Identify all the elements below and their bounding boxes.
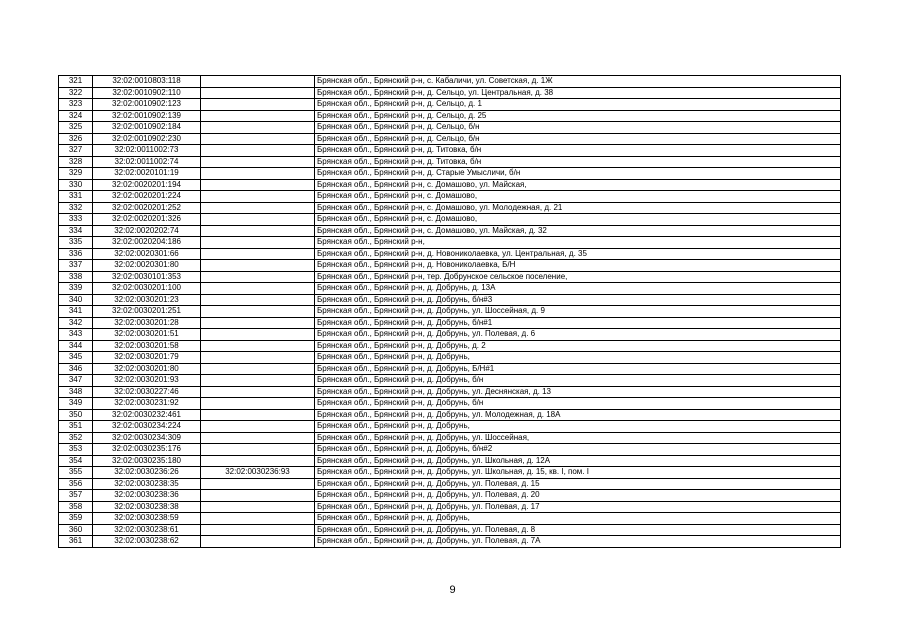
table-row xyxy=(59,317,841,329)
address-cell: Брянская обл., Брянский р-н, д. Добрунь, Б/Н#1 xyxy=(315,363,841,375)
row-number-cell: 325 xyxy=(59,122,93,134)
address-cell: Брянская обл., Брянский р-н, с. Домашово, ул. Майская, xyxy=(315,179,841,191)
cadastral-number-cell: 32:02:0010803:118 xyxy=(93,76,201,88)
row-number-cell: 361 xyxy=(59,536,93,548)
related-cadastral-number-cell xyxy=(201,524,315,536)
page-number: 9 xyxy=(449,584,456,596)
cadastral-number-cell: 32:02:0030201:80 xyxy=(93,363,201,375)
cadastral-number-cell: 32:02:0030201:251 xyxy=(93,306,201,318)
related-cadastral-number-cell xyxy=(201,501,315,513)
address-cell: Брянская обл., Брянский р-н, с. Домашово, ул. Молодежная, д. 21 xyxy=(315,202,841,214)
cadastral-number-cell: 32:02:0030201:100 xyxy=(93,283,201,295)
row-number-cell: 355 xyxy=(59,467,93,479)
cadastral-number-cell: 32:02:0030234:224 xyxy=(93,421,201,433)
address-cell: Брянская обл., Брянский р-н, xyxy=(315,237,841,249)
table-row xyxy=(59,455,841,467)
address-cell: Брянская обл., Брянский р-н, д. Добрунь, б/н xyxy=(315,398,841,410)
cadastral-number-cell: 32:02:0010902:123 xyxy=(93,99,201,111)
address-cell: Брянская обл., Брянский р-н, д. Добрунь, ул. Полевая, д. 6 xyxy=(315,329,841,341)
cadastral-number-cell: 32:02:0030235:176 xyxy=(93,444,201,456)
cadastral-number-cell: 32:02:0020202:74 xyxy=(93,225,201,237)
row-number-cell: 321 xyxy=(59,76,93,88)
address-cell: Брянская обл., Брянский р-н, тер. Добрунское сельское поселение, xyxy=(315,271,841,283)
related-cadastral-number-cell xyxy=(201,536,315,548)
related-cadastral-number-cell xyxy=(201,214,315,226)
table-row xyxy=(59,306,841,318)
related-cadastral-number-cell xyxy=(201,444,315,456)
row-number-cell: 326 xyxy=(59,133,93,145)
table-row xyxy=(59,340,841,352)
related-cadastral-number-cell xyxy=(201,225,315,237)
row-number-cell: 341 xyxy=(59,306,93,318)
related-cadastral-number-cell xyxy=(201,122,315,134)
address-cell: Брянская обл., Брянский р-н, д. Добрунь, ул. Шоссейная, xyxy=(315,432,841,444)
table-row xyxy=(59,122,841,134)
address-cell: Брянская обл., Брянский р-н, д. Добрунь, ул. Полевая, д. 7А xyxy=(315,536,841,548)
address-cell: Брянская обл., Брянский р-н, д. Добрунь, xyxy=(315,421,841,433)
table-row xyxy=(59,294,841,306)
related-cadastral-number-cell xyxy=(201,352,315,364)
cadastral-number-cell: 32:02:0020301:80 xyxy=(93,260,201,272)
related-cadastral-number-cell xyxy=(201,455,315,467)
address-cell: Брянская обл., Брянский р-н, д. Добрунь, ул. Полевая, д. 17 xyxy=(315,501,841,513)
table-row xyxy=(59,490,841,502)
table-row xyxy=(59,76,841,88)
related-cadastral-number-cell xyxy=(201,398,315,410)
related-cadastral-number-cell xyxy=(201,294,315,306)
related-cadastral-number-cell xyxy=(201,110,315,122)
related-cadastral-number-cell: 32:02:0030236:93 xyxy=(201,467,315,479)
cadastral-number-cell: 32:02:0030236:26 xyxy=(93,467,201,479)
table-row xyxy=(59,513,841,525)
address-cell: Брянская обл., Брянский р-н, д. Добрунь, ул. Школьная, д. 12А xyxy=(315,455,841,467)
cadastral-number-cell: 32:02:0010902:110 xyxy=(93,87,201,99)
table-row xyxy=(59,501,841,513)
row-number-cell: 353 xyxy=(59,444,93,456)
row-number-cell: 358 xyxy=(59,501,93,513)
table-row xyxy=(59,202,841,214)
address-cell: Брянская обл., Брянский р-н, д. Сельцо, б/н xyxy=(315,122,841,134)
address-cell: Брянская обл., Брянский р-н, д. Старые Умысличи, б/н xyxy=(315,168,841,180)
table-row xyxy=(59,214,841,226)
row-number-cell: 348 xyxy=(59,386,93,398)
row-number-cell: 339 xyxy=(59,283,93,295)
related-cadastral-number-cell xyxy=(201,237,315,249)
row-number-cell: 342 xyxy=(59,317,93,329)
address-cell: Брянская обл., Брянский р-н, с. Домашово, xyxy=(315,214,841,226)
table-row xyxy=(59,398,841,410)
related-cadastral-number-cell xyxy=(201,375,315,387)
table-row xyxy=(59,352,841,364)
related-cadastral-number-cell xyxy=(201,340,315,352)
table-row xyxy=(59,478,841,490)
table-row xyxy=(59,145,841,157)
row-number-cell: 346 xyxy=(59,363,93,375)
related-cadastral-number-cell xyxy=(201,306,315,318)
row-number-cell: 360 xyxy=(59,524,93,536)
address-cell: Брянская обл., Брянский р-н, д. Новониколаевка, Б/Н xyxy=(315,260,841,272)
related-cadastral-number-cell xyxy=(201,202,315,214)
table-row xyxy=(59,133,841,145)
related-cadastral-number-cell xyxy=(201,409,315,421)
cadastral-number-cell: 32:02:0020201:326 xyxy=(93,214,201,226)
cadastral-number-cell: 32:02:0030201:28 xyxy=(93,317,201,329)
cadastral-number-cell: 32:02:0030234:309 xyxy=(93,432,201,444)
related-cadastral-number-cell xyxy=(201,363,315,375)
row-number-cell: 347 xyxy=(59,375,93,387)
row-number-cell: 338 xyxy=(59,271,93,283)
table-row xyxy=(59,237,841,249)
address-cell: Брянская обл., Брянский р-н, д. Сельцо, б/н xyxy=(315,133,841,145)
cadastral-number-cell: 32:02:0030201:79 xyxy=(93,352,201,364)
address-cell: Брянская обл., Брянский р-н, д. Титовка, б/н xyxy=(315,145,841,157)
cadastral-number-cell: 32:02:0030201:58 xyxy=(93,340,201,352)
address-cell: Брянская обл., Брянский р-н, д. Сельцо, д. 1 xyxy=(315,99,841,111)
cadastral-number-cell: 32:02:0030238:62 xyxy=(93,536,201,548)
table-row xyxy=(59,444,841,456)
table-row xyxy=(59,99,841,111)
table-row xyxy=(59,536,841,548)
row-number-cell: 328 xyxy=(59,156,93,168)
row-number-cell: 350 xyxy=(59,409,93,421)
related-cadastral-number-cell xyxy=(201,179,315,191)
cadastral-number-cell: 32:02:0011002:73 xyxy=(93,145,201,157)
cadastral-number-cell: 32:02:0030101:353 xyxy=(93,271,201,283)
related-cadastral-number-cell xyxy=(201,156,315,168)
row-number-cell: 329 xyxy=(59,168,93,180)
address-cell: Брянская обл., Брянский р-н, д. Добрунь, ул. Молодежная, д. 18А xyxy=(315,409,841,421)
related-cadastral-number-cell xyxy=(201,99,315,111)
cadastral-number-cell: 32:02:0030235:180 xyxy=(93,455,201,467)
cadastral-number-cell: 32:02:0010902:139 xyxy=(93,110,201,122)
table-row xyxy=(59,432,841,444)
related-cadastral-number-cell xyxy=(201,248,315,260)
address-cell: Брянская обл., Брянский р-н, д. Добрунь, б/н xyxy=(315,375,841,387)
registry-table-body xyxy=(59,76,841,548)
row-number-cell: 331 xyxy=(59,191,93,203)
row-number-cell: 351 xyxy=(59,421,93,433)
row-number-cell: 333 xyxy=(59,214,93,226)
cadastral-number-cell: 32:02:0020101:19 xyxy=(93,168,201,180)
table-row xyxy=(59,271,841,283)
table-row xyxy=(59,421,841,433)
row-number-cell: 340 xyxy=(59,294,93,306)
cadastral-number-cell: 32:02:0020201:194 xyxy=(93,179,201,191)
row-number-cell: 359 xyxy=(59,513,93,525)
table-row xyxy=(59,260,841,272)
related-cadastral-number-cell xyxy=(201,271,315,283)
row-number-cell: 344 xyxy=(59,340,93,352)
cadastral-number-cell: 32:02:0020301:66 xyxy=(93,248,201,260)
address-cell: Брянская обл., Брянский р-н, д. Добрунь, д. 2 xyxy=(315,340,841,352)
row-number-cell: 337 xyxy=(59,260,93,272)
table-row xyxy=(59,363,841,375)
related-cadastral-number-cell xyxy=(201,490,315,502)
cadastral-number-cell: 32:02:0030201:23 xyxy=(93,294,201,306)
table-row xyxy=(59,386,841,398)
related-cadastral-number-cell xyxy=(201,76,315,88)
table-row xyxy=(59,110,841,122)
related-cadastral-number-cell xyxy=(201,145,315,157)
address-cell: Брянская обл., Брянский р-н, д. Добрунь, б/н#3 xyxy=(315,294,841,306)
cadastral-number-cell: 32:02:0020201:224 xyxy=(93,191,201,203)
address-cell: Брянская обл., Брянский р-н, д. Добрунь, ул. Полевая, д. 15 xyxy=(315,478,841,490)
cadastral-number-cell: 32:02:0010902:184 xyxy=(93,122,201,134)
row-number-cell: 356 xyxy=(59,478,93,490)
address-cell: Брянская обл., Брянский р-н, д. Добрунь, ул. Шоссейная, д. 9 xyxy=(315,306,841,318)
table-row xyxy=(59,191,841,203)
cadastral-number-cell: 32:02:0030238:61 xyxy=(93,524,201,536)
address-cell: Брянская обл., Брянский р-н, д. Добрунь, xyxy=(315,513,841,525)
address-cell: Брянская обл., Брянский р-н, д. Добрунь, б/н#2 xyxy=(315,444,841,456)
cadastral-number-cell: 32:02:0020201:252 xyxy=(93,202,201,214)
address-cell: Брянская обл., Брянский р-н, д. Сельцо, д. 25 xyxy=(315,110,841,122)
table-row xyxy=(59,467,841,479)
address-cell: Брянская обл., Брянский р-н, д. Добрунь, ул. Деснянская, д. 13 xyxy=(315,386,841,398)
row-number-cell: 354 xyxy=(59,455,93,467)
cadastral-number-cell: 32:02:0030201:93 xyxy=(93,375,201,387)
address-cell: Брянская обл., Брянский р-н, д. Добрунь, ул. Полевая, д. 20 xyxy=(315,490,841,502)
cadastral-number-cell: 32:02:0030238:59 xyxy=(93,513,201,525)
row-number-cell: 322 xyxy=(59,87,93,99)
cadastral-number-cell: 32:02:0011002:74 xyxy=(93,156,201,168)
address-cell: Брянская обл., Брянский р-н, д. Добрунь, xyxy=(315,352,841,364)
row-number-cell: 345 xyxy=(59,352,93,364)
table-row xyxy=(59,329,841,341)
cadastral-number-cell: 32:02:0020204:186 xyxy=(93,237,201,249)
table-row xyxy=(59,409,841,421)
address-cell: Брянская обл., Брянский р-н, д. Добрунь, ул. Школьная, д. 15, кв. I, пом. I xyxy=(315,467,841,479)
table-row xyxy=(59,283,841,295)
related-cadastral-number-cell xyxy=(201,260,315,272)
related-cadastral-number-cell xyxy=(201,191,315,203)
cadastral-number-cell: 32:02:0010902:230 xyxy=(93,133,201,145)
table-row xyxy=(59,375,841,387)
related-cadastral-number-cell xyxy=(201,133,315,145)
address-cell: Брянская обл., Брянский р-н, д. Титовка, б/н xyxy=(315,156,841,168)
address-cell: Брянская обл., Брянский р-н, д. Сельцо, ул. Центральная, д. 38 xyxy=(315,87,841,99)
row-number-cell: 352 xyxy=(59,432,93,444)
table-row xyxy=(59,156,841,168)
address-cell: Брянская обл., Брянский р-н, д. Добрунь, ул. Полевая, д. 8 xyxy=(315,524,841,536)
related-cadastral-number-cell xyxy=(201,386,315,398)
address-cell: Брянская обл., Брянский р-н, с. Домашово, xyxy=(315,191,841,203)
row-number-cell: 336 xyxy=(59,248,93,260)
cadastral-number-cell: 32:02:0030232:461 xyxy=(93,409,201,421)
row-number-cell: 323 xyxy=(59,99,93,111)
cadastral-number-cell: 32:02:0030231:92 xyxy=(93,398,201,410)
address-cell: Брянская обл., Брянский р-н, с. Домашово, ул. Майская, д. 32 xyxy=(315,225,841,237)
table-row xyxy=(59,524,841,536)
table-row xyxy=(59,179,841,191)
related-cadastral-number-cell xyxy=(201,283,315,295)
cadastral-number-cell: 32:02:0030227:46 xyxy=(93,386,201,398)
row-number-cell: 335 xyxy=(59,237,93,249)
table-row xyxy=(59,248,841,260)
related-cadastral-number-cell xyxy=(201,329,315,341)
cadastral-number-cell: 32:02:0030238:35 xyxy=(93,478,201,490)
address-cell: Брянская обл., Брянский р-н, д. Добрунь, б/н#1 xyxy=(315,317,841,329)
row-number-cell: 349 xyxy=(59,398,93,410)
row-number-cell: 327 xyxy=(59,145,93,157)
cadastral-number-cell: 32:02:0030238:38 xyxy=(93,501,201,513)
row-number-cell: 324 xyxy=(59,110,93,122)
related-cadastral-number-cell xyxy=(201,421,315,433)
related-cadastral-number-cell xyxy=(201,513,315,525)
row-number-cell: 357 xyxy=(59,490,93,502)
registry-table xyxy=(58,75,841,548)
related-cadastral-number-cell xyxy=(201,478,315,490)
row-number-cell: 334 xyxy=(59,225,93,237)
related-cadastral-number-cell xyxy=(201,317,315,329)
related-cadastral-number-cell xyxy=(201,87,315,99)
cadastral-number-cell: 32:02:0030201:51 xyxy=(93,329,201,341)
table-row xyxy=(59,168,841,180)
address-cell: Брянская обл., Брянский р-н, д. Добрунь, д. 13А xyxy=(315,283,841,295)
related-cadastral-number-cell xyxy=(201,168,315,180)
cadastral-number-cell: 32:02:0030238:36 xyxy=(93,490,201,502)
row-number-cell: 343 xyxy=(59,329,93,341)
table-row xyxy=(59,225,841,237)
address-cell: Брянская обл., Брянский р-н, д. Новониколаевка, ул. Центральная, д. 35 xyxy=(315,248,841,260)
table-row xyxy=(59,87,841,99)
address-cell: Брянская обл., Брянский р-н, с. Кабаличи, ул. Советская, д. 1Ж xyxy=(315,76,841,88)
related-cadastral-number-cell xyxy=(201,432,315,444)
row-number-cell: 332 xyxy=(59,202,93,214)
row-number-cell: 330 xyxy=(59,179,93,191)
